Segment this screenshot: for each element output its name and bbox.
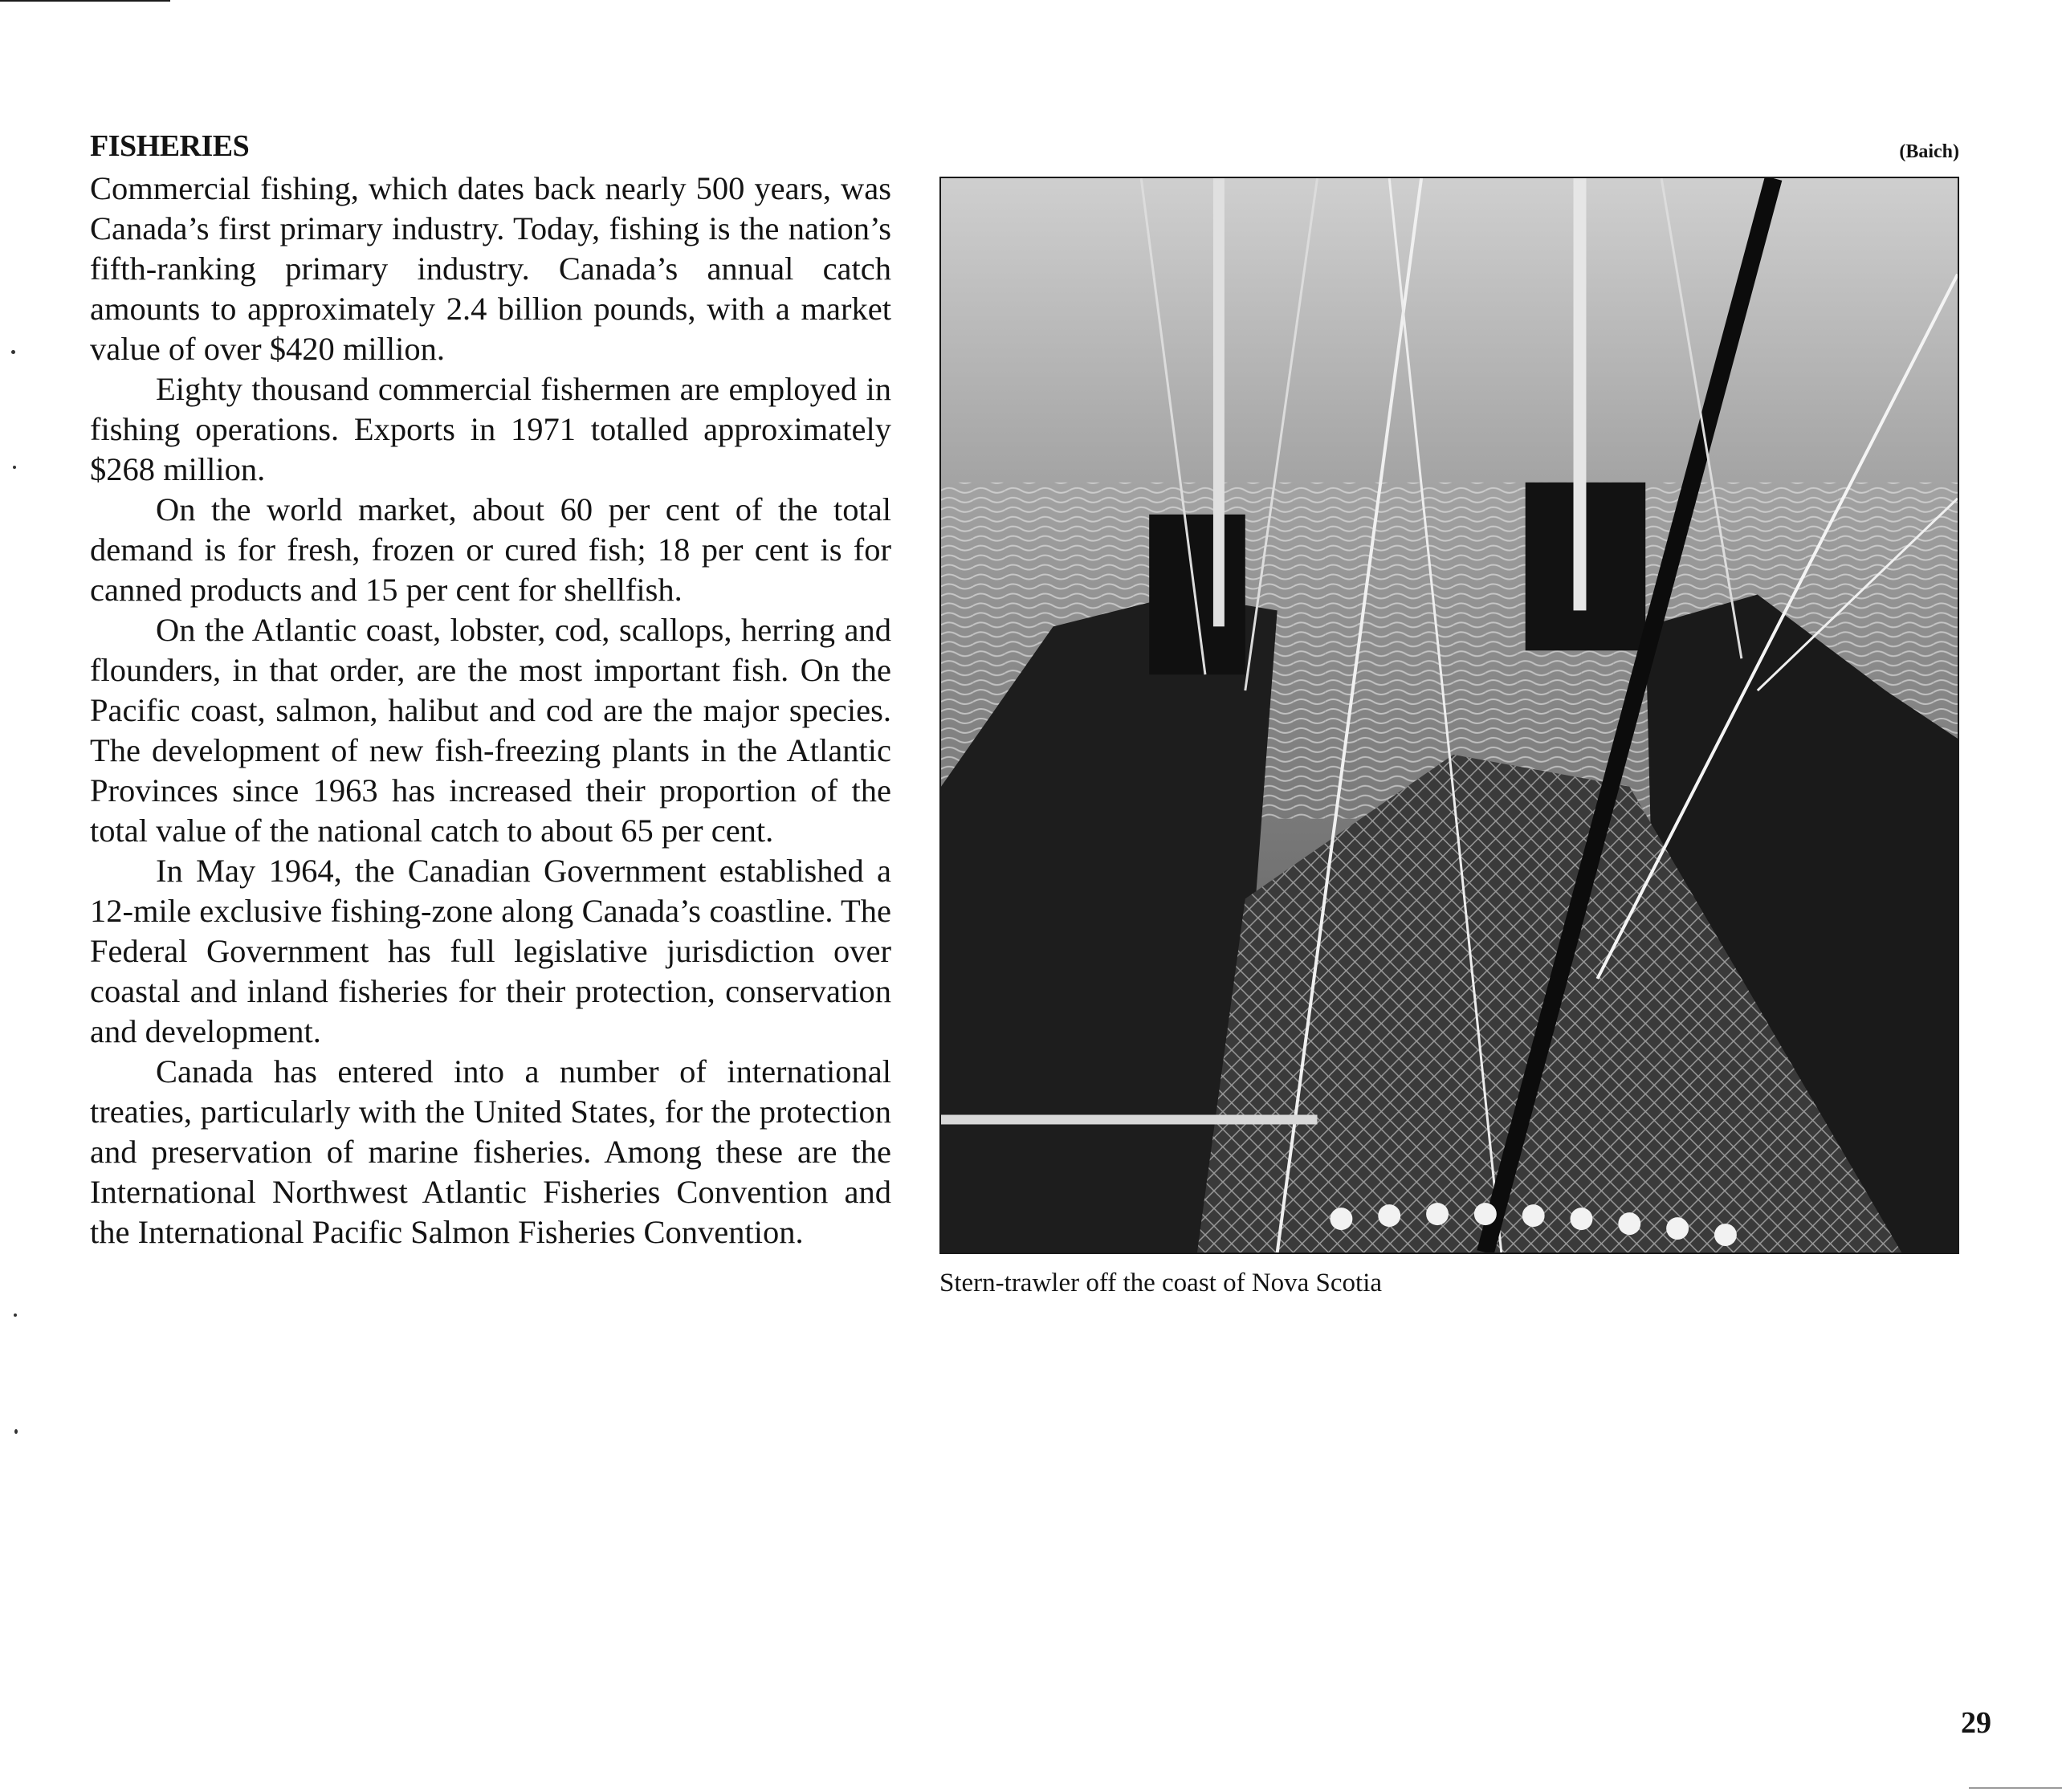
top-rule	[0, 0, 170, 2]
scan-speck	[11, 350, 15, 354]
body-paragraph: Canada has entered into a number of international treaties, particularly with the United States, for the protection and preservation of marine fisheries. Among these are the International Northwest Atlantic Fisheries Convention and the International Pacific Salmon Fisheries Convention.	[90, 1053, 891, 1250]
scan-speck	[14, 1313, 17, 1317]
body-paragraph: Eighty thousand commercial fishermen are employed in fishing operations. Exports in 1971 totalled approximately $268 million.	[90, 371, 891, 487]
photo-credit: (Baich)	[1899, 141, 1959, 162]
scan-speck	[13, 466, 16, 469]
scan-speck	[14, 1429, 18, 1434]
body-paragraph: In May 1964, the Canadian Government established a 12-mile exclusive fishing-zone along Canada’s coastline. The Federal Government has full legislative jurisdiction over coastal and inland fisheries for their protection, conservation and development.	[90, 853, 891, 1049]
trawler-photo	[939, 177, 1959, 1254]
bottom-rule	[1969, 1787, 2062, 1789]
figure-caption: Stern-trawler off the coast of Nova Scotia	[939, 1269, 1383, 1297]
body-paragraph: On the Atlantic coast, lobster, cod, scallops, herring and flounders, in that order, are the most important fish. On the Pacific coast, salmon, halibut and cod are the major species. The development of new fish-freezing plants in the Atlantic Provinces since 1963 has increased their proportion of the total value of the national catch to about 65 per cent.	[90, 612, 891, 849]
section-title: FISHERIES	[90, 129, 250, 163]
body-paragraph: On the world market, about 60 per cent of the total demand is for fresh, frozen or cured fish; 18 per cent is for canned products and 15 per cent for shellfish.	[90, 491, 891, 608]
page-number: 29	[1961, 1706, 1991, 1740]
body-text-column	[90, 169, 891, 1252]
trawler-photo-illustration	[941, 178, 1958, 1252]
body-paragraph: Commercial fishing, which dates back nearly 500 years, was Canada’s first primary industry. Today, fishing is the nation’s fifth-ranking primary industry. Canada’s annual catch amounts to approximately 2.4 billion pounds, with a market value of over $420 million.	[90, 170, 891, 367]
